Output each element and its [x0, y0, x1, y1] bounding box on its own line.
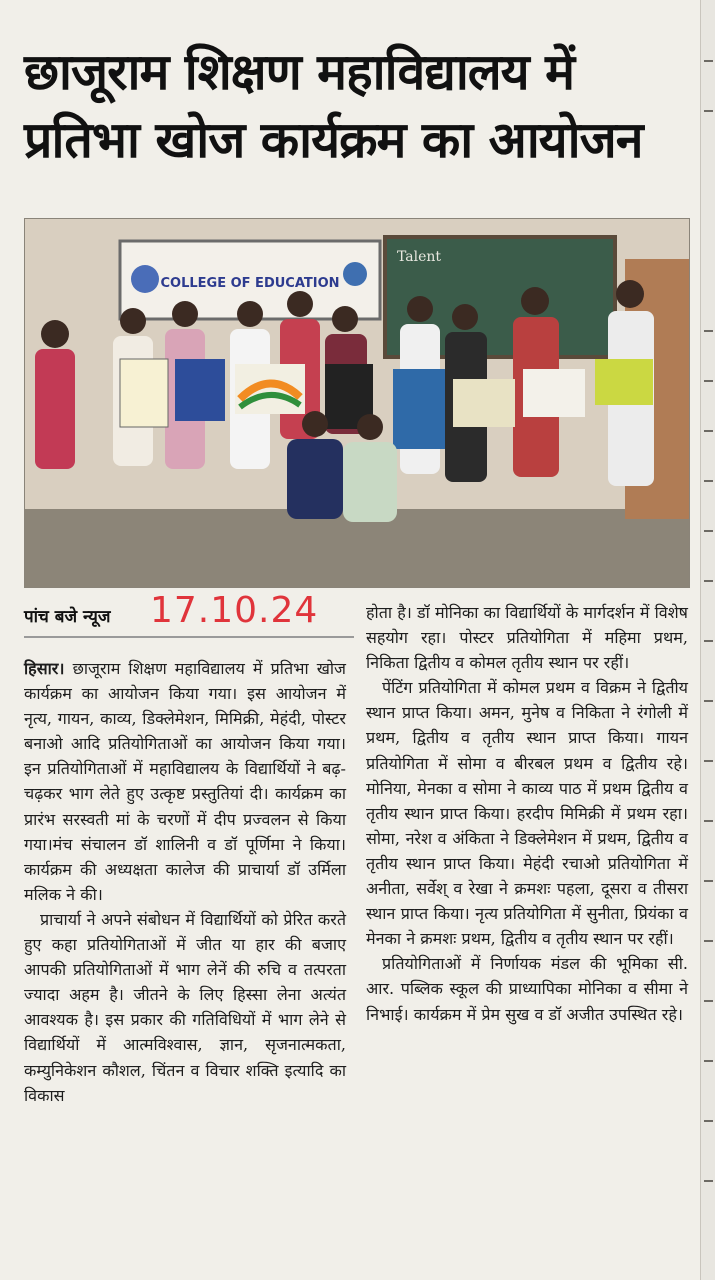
byline	[24, 592, 354, 638]
poster	[595, 359, 653, 405]
board-text: Talent	[397, 249, 442, 265]
headline	[24, 38, 704, 174]
paragraph-text: छाजूराम शिक्षण महाविद्यालय में प्रतिभा खोज कार्यक्रम का आयोजन किया गया। इस आयोजन में नृत्य, गायन, काव्य, डिक्लेमेशन, मिमिक्री, मेहंदी, पोस्टर बनाओ आदि प्रतियोगिताओं का आयोजन किया गया। इन प्रतियोगिताओं में महाविद्यालय के विद्यार्थियों ने बढ़-चढ़कर भाग लेते हुए उत्कृष्ट प्रस्तुतियां दी। कार्यक्रम का प्रारंभ सरस्वती मां के चरणों में दीप प्रज्वलन से किया गया।मंच संचालन डॉ शालिनी व डॉ पूर्णिमा ने किया। कार्यक्रम की अध्यक्षता कालेज की प्राचार्या डॉ उर्मिला मलिक ने की।	[24, 659, 346, 904]
banner-text: COLLEGE OF EDUCATION	[160, 276, 340, 291]
publication-date: 17.10.24	[150, 590, 319, 631]
headline-line-1: छाजूराम शिक्षण महाविद्यालय में	[24, 43, 574, 101]
poster	[393, 369, 445, 449]
newspaper-brand: पांच बजे न्यूज	[24, 607, 111, 627]
headline-line-2: प्रतिभा खोज कार्यक्रम का आयोजन	[24, 111, 643, 169]
article-paragraph-1	[24, 656, 346, 907]
dateline-place: हिसार।	[24, 659, 65, 678]
poster	[453, 379, 515, 427]
article-paragraph-4: पेंटिंग प्रतियोगिता में कोमल प्रथम व विक्रम ने द्वितीय स्थान प्राप्त किया। अमन, मुनेष व निकिता ने रंगोली में प्रथम, द्वितीय व तृतीय स्थान प्राप्त किया। गायन प्रतियोगिता में सोमा व बीरबल प्रथम व द्वितीय रहे। मोनिया, मेनका व सोमा ने काव्य पाठ में प्रथम द्वितीय व तृतीय स्थान प्राप्त किया। हरदीप मिमिक्री में प्रथम रहा। सोमा, नरेश व अंकिता ने डिक्लेमेशन में प्रथम, द्वितीय व तृतीय स्थान प्राप्त किया। मेहंदी रचाओ प्रतियोगिता में अनीता, सर्वेश् व रेखा ने क्रमशः पहला, दूसरा व तीसरा स्थान प्राप्त किया। नृत्य प्रतियोगिता में सुनीता, प्रियंका व मेनका ने क्रमशः प्रथम, द्वितीय व तृतीय स्थान पर रहीं।	[366, 678, 688, 949]
news-photo	[24, 218, 690, 588]
article-column-1	[24, 656, 346, 1108]
poster	[120, 359, 168, 427]
article-paragraph-2: प्राचार्या ने अपने संबोधन में विद्यार्थियों को प्रेरित करते हुए कहा प्रतियोगिताओं में जीत या हार की बजाए आपकी प्रतियोगिताओं में भाग लेनें की रुचि व तत्परता ज्यादा अहम है। जीतने के लिए हिस्सा लेना अत्यंत आवश्यक है। इस प्रकार की गतिविधियों में भाग लेने से विद्यार्थियों में आत्मविश्वास, ज्ञान, सृजनात्मकता, कम्युनिकेशन कौशल, चिंतन व विचार शक्ति इत्यादि का विकास	[24, 909, 346, 1105]
poster	[175, 359, 225, 421]
article-column-2	[366, 600, 688, 1027]
poster	[523, 369, 585, 417]
article-paragraph-5: प्रतियोगिताओं में निर्णायक मंडल की भूमिका सी. आर. पब्लिक स्कूल की प्राध्यापिका मोनिका व सीमा ने निभाई। कार्यक्रम में प्रेम सुख व डॉ अजीत उपस्थित रहे।	[366, 954, 688, 1024]
article-paragraph-3: होता है। डॉ मोनिका का विद्यार्थियों के मार्गदर्शन में विशेष सहयोग रहा। पोस्टर प्रतियोगिता में महिमा प्रथम, निकिता द्वितीय व कोमल तृतीय स्थान पर रहीं।	[366, 603, 688, 673]
adjacent-column-edge	[700, 0, 715, 1280]
group-photo-illustration	[25, 219, 689, 587]
